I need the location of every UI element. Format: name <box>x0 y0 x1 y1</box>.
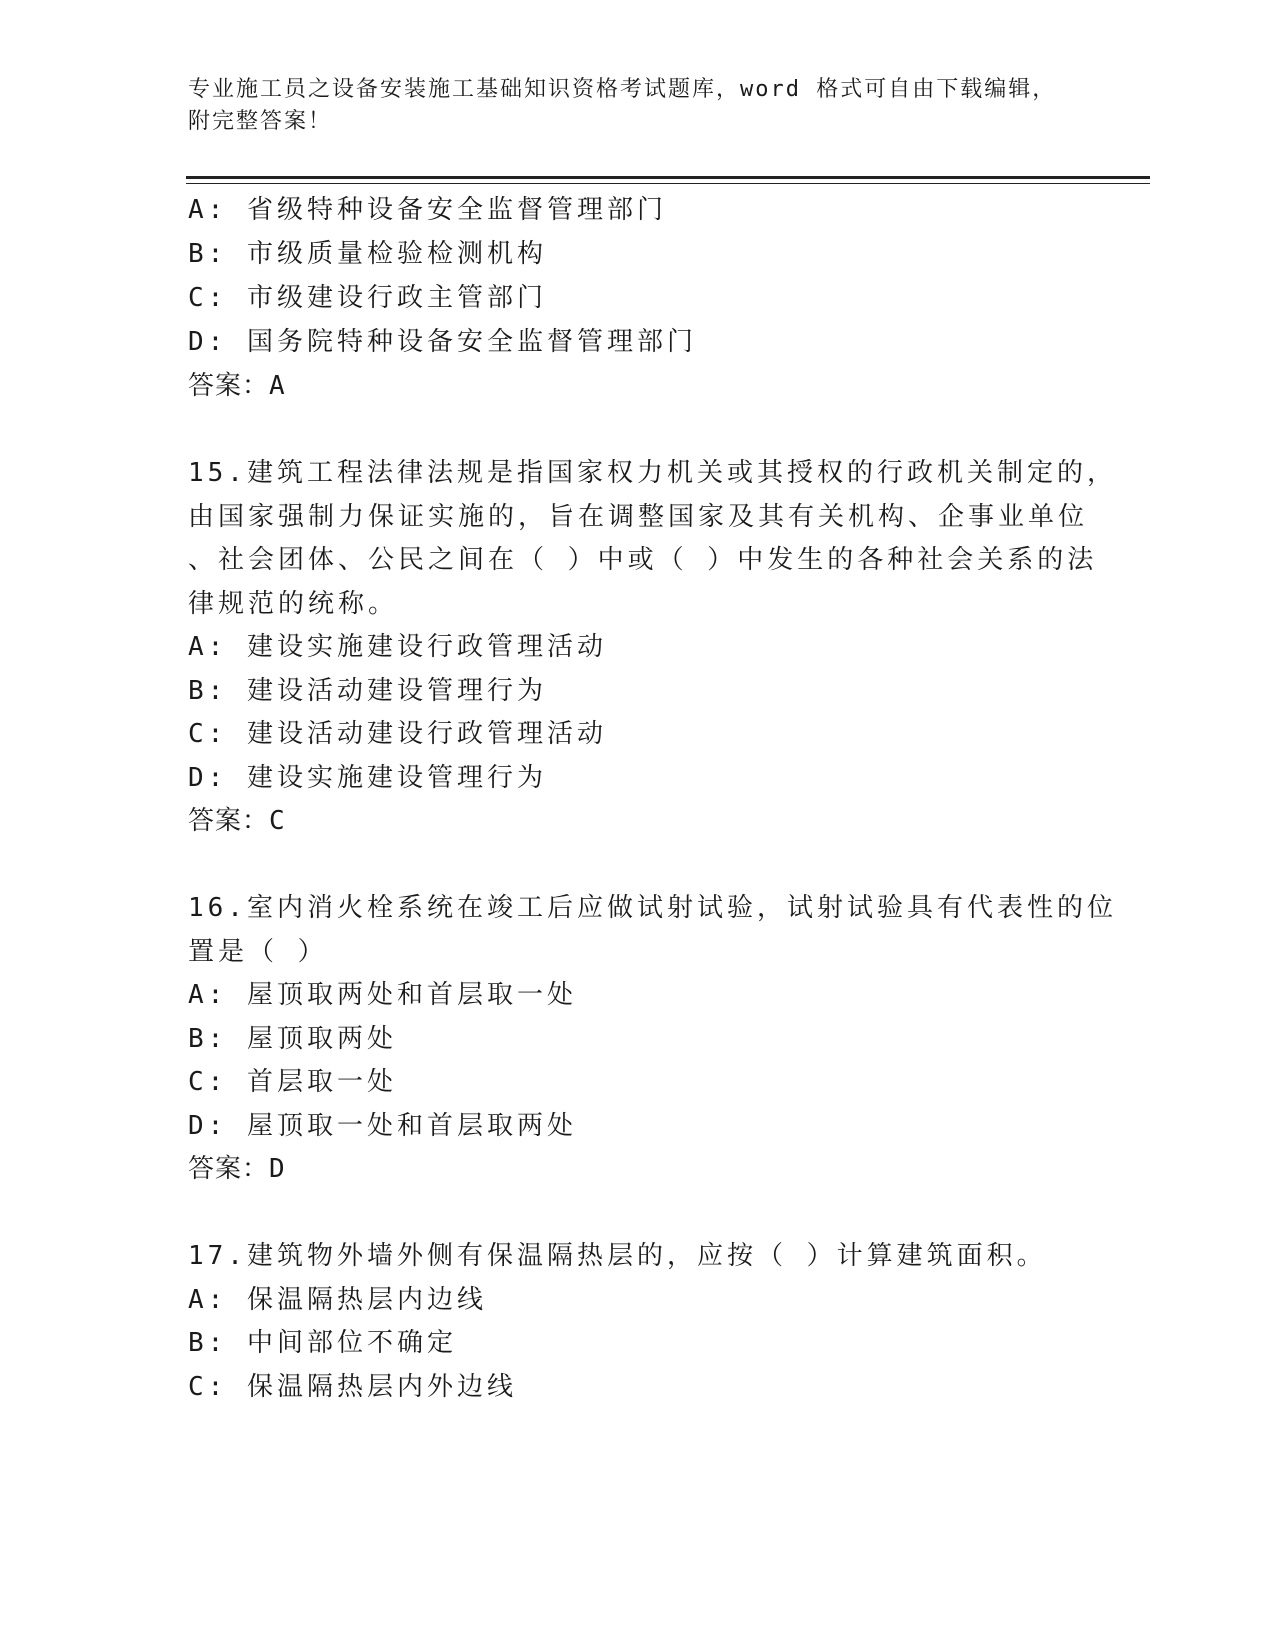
q17-stem-line-1: 17.建筑物外墙外侧有保温隔热层的，应按（ ）计算建筑面积。 <box>188 1241 1047 1271</box>
q17-option-a: A: 保温隔热层内边线 <box>188 1285 487 1315</box>
q15-stem-line-4: 律规范的统称。 <box>188 589 399 619</box>
header-divider-thin <box>186 183 1150 184</box>
header-line-2: 附完整答案！ <box>188 109 333 134</box>
document-header <box>188 74 1088 138</box>
q14-option-a: A: 省级特种设备安全监督管理部门 <box>188 195 667 225</box>
q15-option-b: B: 建设活动建设管理行为 <box>188 676 547 706</box>
q16-option-b: B: 屋顶取两处 <box>188 1024 397 1054</box>
q14-option-b: B: 市级质量检验检测机构 <box>188 239 547 269</box>
q17-option-c: C: 保温隔热层内外边线 <box>188 1372 517 1402</box>
q16-option-c: C: 首层取一处 <box>188 1067 397 1097</box>
q15-stem-line-3: 、社会团体、公民之间在（ ）中或（ ）中发生的各种社会关系的法 <box>188 545 1098 575</box>
q16-option-a: A: 屋顶取两处和首层取一处 <box>188 980 577 1010</box>
header-divider-thick <box>186 176 1150 179</box>
q16-answer: 答案：D <box>188 1154 286 1184</box>
q15-stem-line-1: 15.建筑工程法律法规是指国家权力机关或其授权的行政机关制定的， <box>188 458 1117 488</box>
q16-stem-line-1: 16.室内消火栓系统在竣工后应做试射试验，试射试验具有代表性的位 <box>188 893 1117 923</box>
q15-stem-line-2: 由国家强制力保证实施的，旨在调整国家及其有关机构、企事业单位 <box>188 502 1089 532</box>
q15-option-d: D: 建设实施建设管理行为 <box>188 763 547 793</box>
q14-answer: 答案：A <box>188 371 286 401</box>
q16-stem-line-2: 置是（ ） <box>188 937 328 967</box>
q15-option-c: C: 建设活动建设行政管理活动 <box>188 719 607 749</box>
q16-option-d: D: 屋顶取一处和首层取两处 <box>188 1111 577 1141</box>
q15-option-a: A: 建设实施建设行政管理活动 <box>188 632 607 662</box>
header-line-1: 专业施工员之设备安装施工基础知识资格考试题库，word 格式可自由下载编辑， <box>188 77 1057 102</box>
q17-option-b: B: 中间部位不确定 <box>188 1328 457 1358</box>
q14-option-c: C: 市级建设行政主管部门 <box>188 283 547 313</box>
q15-answer: 答案：C <box>188 806 286 836</box>
q14-option-d: D: 国务院特种设备安全监督管理部门 <box>188 327 697 357</box>
